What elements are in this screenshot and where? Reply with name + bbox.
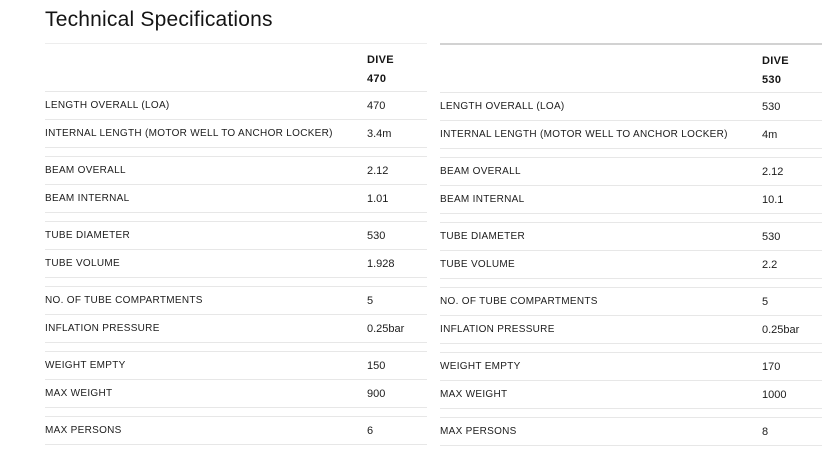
spec-row <box>440 158 822 186</box>
spec-row <box>45 287 427 315</box>
spec-label: TUBE DIAMETER <box>45 230 131 241</box>
spec-row <box>45 380 427 408</box>
spec-label: TUBE DIAMETER <box>440 231 526 242</box>
spec-groups <box>440 92 822 446</box>
table-header <box>45 44 427 91</box>
spec-value: 170 <box>762 360 781 373</box>
spec-row <box>440 381 822 409</box>
spec-row <box>45 315 427 343</box>
spec-label: WEIGHT EMPTY <box>45 360 126 371</box>
spec-row <box>440 251 822 279</box>
spec-row <box>440 288 822 316</box>
spec-tables <box>45 43 822 446</box>
spec-group <box>440 92 822 149</box>
spec-value: 2.12 <box>367 164 389 177</box>
spec-row <box>440 186 822 214</box>
spec-group <box>440 287 822 344</box>
spec-row <box>45 92 427 120</box>
spec-label: INFLATION PRESSURE <box>45 323 160 334</box>
spec-row <box>45 185 427 213</box>
spec-label: BEAM OVERALL <box>45 165 126 176</box>
spec-value: 0.25bar <box>762 323 800 336</box>
spec-group <box>440 157 822 214</box>
spec-value: 5 <box>762 295 769 308</box>
spec-group <box>45 351 427 408</box>
spec-value: 530 <box>367 229 386 242</box>
spec-value: 530 <box>762 230 781 243</box>
spec-value: 4m <box>762 128 778 141</box>
model-number: 470 <box>367 73 387 85</box>
spec-value: 8 <box>762 425 769 438</box>
header-model-cell <box>367 44 427 91</box>
spec-label: LENGTH OVERALL (LOA) <box>45 100 170 111</box>
spec-group <box>45 221 427 278</box>
spec-value: 530 <box>762 100 781 113</box>
spec-label: INFLATION PRESSURE <box>440 324 555 335</box>
spec-row <box>45 250 427 278</box>
spec-value: 1000 <box>762 388 787 401</box>
spec-value: 150 <box>367 359 386 372</box>
spec-value: 1.928 <box>367 257 395 270</box>
spec-label: BEAM INTERNAL <box>440 194 525 205</box>
header-model-cell <box>762 45 822 92</box>
header-label-spacer <box>45 44 367 91</box>
model-name: DIVE <box>762 55 789 67</box>
page-title: Technical Specifications <box>45 8 273 31</box>
spec-value: 6 <box>367 424 374 437</box>
spec-row <box>45 157 427 185</box>
spec-row <box>45 417 427 445</box>
header-label-spacer <box>440 45 762 92</box>
spec-group <box>440 417 822 446</box>
spec-row <box>440 316 822 344</box>
spec-value: 470 <box>367 99 386 112</box>
spec-label: TUBE VOLUME <box>440 259 515 270</box>
spec-label: MAX PERSONS <box>440 426 517 437</box>
spec-value: 900 <box>367 387 386 400</box>
spec-label: MAX WEIGHT <box>440 389 508 400</box>
spec-label: MAX PERSONS <box>45 425 122 436</box>
spec-row <box>45 120 427 148</box>
spec-table-dive-530 <box>440 43 822 446</box>
spec-label: LENGTH OVERALL (LOA) <box>440 101 565 112</box>
spec-table-dive-470 <box>45 43 427 446</box>
spec-label: BEAM OVERALL <box>440 166 521 177</box>
spec-label: INTERNAL LENGTH (MOTOR WELL TO ANCHOR LOCKER) <box>45 128 333 139</box>
spec-label: INTERNAL LENGTH (MOTOR WELL TO ANCHOR LOCKER) <box>440 129 728 140</box>
spec-group <box>440 352 822 409</box>
model-name: DIVE <box>367 54 394 66</box>
spec-groups <box>45 91 427 445</box>
spec-row <box>45 222 427 250</box>
spec-value: 3.4m <box>367 127 392 140</box>
spec-group <box>45 286 427 343</box>
spec-row <box>440 223 822 251</box>
spec-value: 2.12 <box>762 165 784 178</box>
spec-row <box>440 121 822 149</box>
spec-row <box>45 352 427 380</box>
spec-label: WEIGHT EMPTY <box>440 361 521 372</box>
spec-label: TUBE VOLUME <box>45 258 120 269</box>
spec-group <box>45 91 427 148</box>
spec-label: NO. OF TUBE COMPARTMENTS <box>45 295 203 306</box>
spec-value: 5 <box>367 294 374 307</box>
spec-value: 1.01 <box>367 192 389 205</box>
table-header <box>440 45 822 92</box>
spec-label: MAX WEIGHT <box>45 388 113 399</box>
spec-group <box>45 156 427 213</box>
spec-row <box>440 353 822 381</box>
spec-row <box>440 93 822 121</box>
spec-group <box>45 416 427 445</box>
spec-value: 10.1 <box>762 193 784 206</box>
spec-value: 0.25bar <box>367 322 405 335</box>
spec-label: NO. OF TUBE COMPARTMENTS <box>440 296 598 307</box>
model-number: 530 <box>762 74 782 86</box>
spec-group <box>440 222 822 279</box>
spec-label: BEAM INTERNAL <box>45 193 130 204</box>
spec-value: 2.2 <box>762 258 778 271</box>
spec-row <box>440 418 822 446</box>
